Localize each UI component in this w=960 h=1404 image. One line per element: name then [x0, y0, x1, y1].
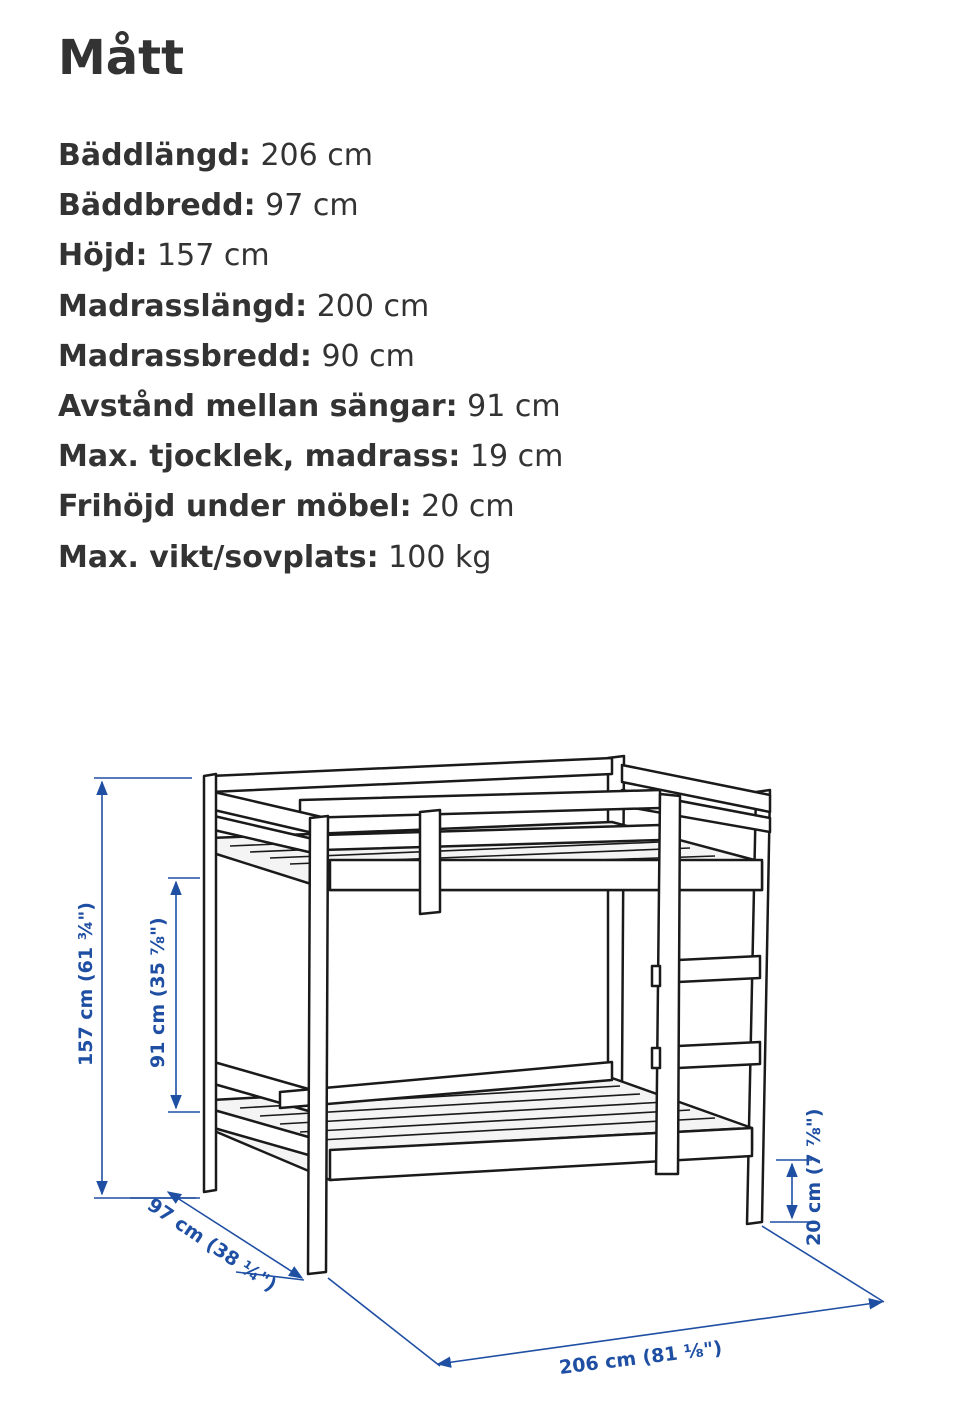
spec-label: Bäddlängd:	[58, 138, 251, 173]
spec-value: 90 cm	[321, 338, 415, 374]
height-dimension-label: 157 cm (61 ¾")	[75, 902, 97, 1066]
spec-label: Max. tjocklek, madrass:	[58, 439, 461, 475]
spec-value: 97 cm	[265, 188, 359, 224]
spec-row	[58, 282, 563, 332]
spec-value: 19 cm	[469, 439, 564, 475]
length-dimension-label: 206 cm (81 ⅛")	[557, 1337, 724, 1379]
spec-label: Frihöjd under möbel:	[58, 489, 412, 525]
spec-row	[58, 131, 563, 181]
bunk-bed-diagram	[0, 700, 960, 1404]
spec-label: Madrassbredd:	[58, 338, 312, 374]
spec-row	[58, 181, 563, 231]
spec-value: 157 cm	[157, 238, 270, 274]
spec-row	[58, 432, 563, 482]
dimensions-list	[58, 131, 563, 583]
spec-row	[58, 332, 563, 382]
spec-value: 91 cm	[467, 389, 561, 425]
depth-dimension-label: 97 cm (38 ¼")	[143, 1193, 281, 1297]
bed-gap-dimension-label: 91 cm (35 ⅞")	[147, 917, 169, 1068]
spec-row	[58, 482, 563, 532]
spec-value: 206 cm	[260, 138, 373, 173]
spec-row	[58, 533, 563, 583]
spec-value: 20 cm	[421, 489, 515, 525]
spec-label: Höjd:	[58, 238, 148, 274]
spec-label: Avstånd mellan sängar:	[58, 389, 458, 425]
spec-row	[58, 231, 563, 281]
spec-label: Max. vikt/sovplats:	[58, 539, 379, 575]
spec-label: Bäddbredd:	[58, 188, 256, 224]
spec-value: 100 kg	[388, 539, 492, 575]
spec-row	[58, 382, 563, 432]
clearance-dimension-label: 20 cm (7 ⅞")	[803, 1108, 825, 1246]
bunk-bed-illustration	[204, 756, 770, 1274]
spec-value: 200 cm	[316, 288, 430, 324]
spec-label: Madrasslängd:	[58, 288, 308, 324]
page-title: Mått	[58, 30, 185, 86]
